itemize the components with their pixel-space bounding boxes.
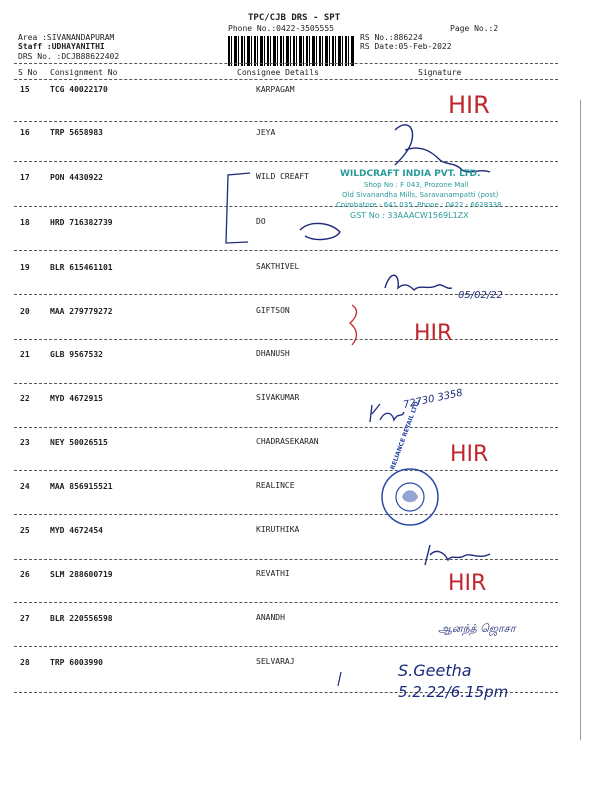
area-label: Area :SIVANANDAPURAM bbox=[18, 33, 115, 42]
signature-sivakumar bbox=[370, 404, 404, 422]
row-consignee: CHADRASEKARAN bbox=[256, 437, 319, 446]
row-consignment: TCG 40022170 bbox=[50, 85, 108, 94]
wildcraft-line3: Old Sivanandha Mills, Saravanampatti (post) bbox=[342, 191, 499, 199]
signature-sakthivel bbox=[385, 275, 452, 290]
row-consignment: SLM 288600719 bbox=[50, 570, 113, 579]
hir-mark: HIR bbox=[448, 571, 487, 596]
row-sno: 19 bbox=[20, 263, 30, 272]
column-consignment: Consignment No bbox=[50, 68, 118, 77]
row-sno: 27 bbox=[20, 614, 30, 623]
reliance-stamp bbox=[382, 398, 438, 525]
wildcraft-line2: Shop No : F 043, Prozone Mall bbox=[364, 181, 469, 189]
row-sno: 18 bbox=[20, 218, 30, 227]
row-consignee: ANANDH bbox=[256, 613, 285, 622]
hir-mark: HIR bbox=[448, 91, 490, 119]
hir-mark: HIR bbox=[414, 321, 453, 346]
row-sno: 23 bbox=[20, 438, 30, 447]
signature-date: 05/02/22 bbox=[458, 290, 503, 301]
wildcraft-line1: WILDCRAFT INDIA PVT. LTD. bbox=[340, 169, 481, 179]
drs-number: DRS No. :DCJB88622402 bbox=[18, 52, 120, 61]
row-sno: 26 bbox=[20, 570, 30, 579]
row-consignee: KARPAGAM bbox=[256, 85, 295, 94]
row-consignment: BLR 615461101 bbox=[50, 263, 113, 272]
bracket-mark bbox=[226, 173, 250, 243]
signature-number: 72730 3358 bbox=[402, 387, 464, 411]
row-consignee: SELVARAJ bbox=[256, 657, 295, 666]
tick-mark bbox=[338, 672, 341, 686]
column-signature: Signature bbox=[418, 68, 462, 77]
row-consignee: GIFTSON bbox=[256, 306, 290, 315]
staff-label: Staff :UDHAYANITHI bbox=[18, 42, 105, 51]
row-consignee: SAKTHIVEL bbox=[256, 262, 300, 271]
row-consignment: NEY 50026515 bbox=[50, 438, 108, 447]
phone-number: Phone No.:0422-3505555 bbox=[228, 24, 334, 33]
row-sno: 15 bbox=[20, 85, 30, 94]
row-consignment: HRD 716382739 bbox=[50, 218, 113, 227]
document-title: TPC/CJB DRS - SPT bbox=[248, 13, 341, 23]
column-consignee: Consignee Details bbox=[237, 68, 319, 77]
row-consignee: SIVAKUMAR bbox=[256, 393, 300, 402]
row-consignee: WILD CREAFT bbox=[256, 172, 309, 181]
row-sno: 16 bbox=[20, 128, 30, 137]
row-sno: 25 bbox=[20, 526, 30, 535]
row-consignment: MAA 279779272 bbox=[50, 307, 113, 316]
row-sno: 24 bbox=[20, 482, 30, 491]
row-consignment: BLR 220556598 bbox=[50, 614, 113, 623]
page-number: Page No.:2 bbox=[450, 24, 499, 33]
hir-mark: HIR bbox=[450, 442, 489, 467]
rs-number: RS No.:886224 bbox=[360, 33, 423, 42]
row-sno: 20 bbox=[20, 307, 30, 316]
row-consignee: JEYA bbox=[256, 128, 276, 137]
wildcraft-line4: Coimbatore - 641 035. Phone : 0422 - 6628338 bbox=[336, 201, 502, 209]
row-consignment: GLB 9567532 bbox=[50, 350, 103, 359]
brace-mark bbox=[350, 305, 356, 345]
signature-geetha: S.Geetha bbox=[398, 661, 472, 680]
row-sno: 22 bbox=[20, 394, 30, 403]
row-consignment: TRP 5658983 bbox=[50, 128, 103, 137]
row-sno: 21 bbox=[20, 350, 30, 359]
rs-date: RS Date:05-Feb-2022 bbox=[360, 42, 452, 51]
signature-kiruthika bbox=[425, 545, 490, 565]
wildcraft-stamp bbox=[336, 169, 502, 220]
row-consignee: REALINCE bbox=[256, 481, 295, 490]
reliance-stamp-text: RELIANCE RETAIL LTD. bbox=[389, 398, 422, 471]
row-sno: 28 bbox=[20, 658, 30, 667]
row-consignment: TRP 6003990 bbox=[50, 658, 103, 667]
row-consignment: MAA 856915521 bbox=[50, 482, 113, 491]
row-consignment: MYD 4672454 bbox=[50, 526, 103, 535]
row-consignee: KIRUTHIKA bbox=[256, 525, 300, 534]
row-consignee: DO bbox=[256, 217, 266, 226]
row-consignment: MYD 4672915 bbox=[50, 394, 103, 403]
row-sno: 17 bbox=[20, 173, 30, 182]
signature-tamil: ஆனந்த் ஜொசா bbox=[438, 622, 516, 635]
row-consignment: PON 4430922 bbox=[50, 173, 103, 182]
row-consignee: DHANUSH bbox=[256, 349, 290, 358]
row-consignee: REVATHI bbox=[256, 569, 290, 578]
wildcraft-line5: GST No : 33AAACW1569L1ZX bbox=[350, 211, 469, 220]
column-sno: S No bbox=[18, 68, 38, 77]
signature-geetha-date: 5.2.22/6.15pm bbox=[398, 683, 509, 701]
